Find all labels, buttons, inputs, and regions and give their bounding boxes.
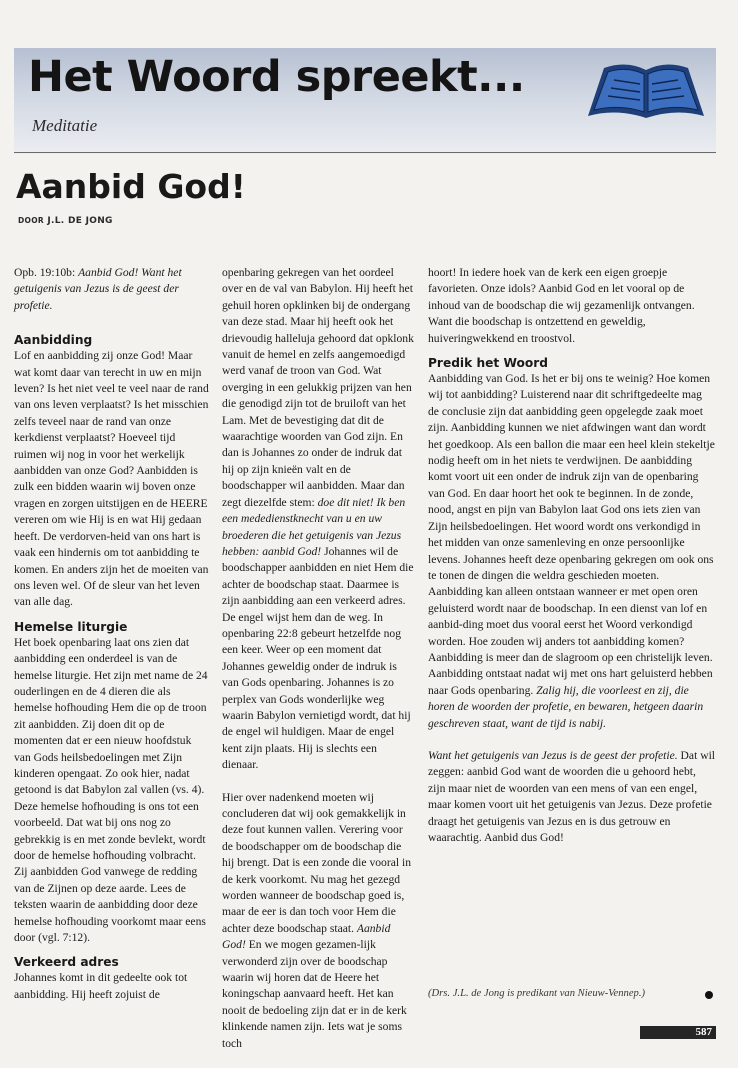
author-name: J.L. DE JONG	[47, 216, 113, 226]
page-number-bar	[640, 1026, 716, 1039]
quote-run: Aanbid God!	[222, 921, 391, 952]
paragraph	[222, 265, 414, 774]
reference-label: Opb. 19:10b:	[14, 266, 79, 279]
paragraph: Het boek openbaring laat ons zien dat aanbidding een onderdeel is van de hemelse liturgie. Het zijn met name de 24 ouderlingen en de 4 dieren die als hemelse hofhouding Hem die op de troon zit aanbidden. Zij doen dit op de momenten dat er een nieuw hoofdstuk van Gods heilsbedoelingen met Zijn kinderen opengaat. Zo ook hier, nadat getoond is dat Babylon zal vallen (vs. 4). Deze hemelse hofhouding is ons tot een voorbeeld. Dat wat bij ons nog zo gebrekkig is en met zonde bevlekt, wordt door de hemelse hofhouding volbracht. Zij aanbidden God vanwege de redding van de Zijnen op deze aarde. Lees de teksten waarin de aanbidding door deze hemelse hofhouding voorkomt maar eens door (vgl. 7:12).	[14, 635, 208, 945]
section-title: Het Woord spreekt...	[28, 52, 525, 102]
reference-quote: Aanbid God! Want het getuigenis van Jezus is de geest der profetie.	[14, 266, 182, 312]
quote-run: Zalig hij, die voorleest en zij, die horen de woorden der profetie, en bewaren, hetgeen daarin geschreven staat, want de tijd is nabij.	[428, 683, 704, 730]
paragraph	[428, 748, 715, 846]
author-credit: (Drs. J.L. de Jong is predikant van Nieuw-Vennep.)	[428, 988, 646, 999]
heading-predik-het-woord: Predik het Woord	[428, 356, 548, 371]
paragraph	[428, 371, 715, 732]
scripture-reference	[14, 265, 209, 314]
quote-run: doe dit niet! Ik ben een mededienstknecht van u en uw broederen die het getuigenis van Jezus hebben: aanbid God!	[222, 495, 406, 558]
text-column-3	[428, 265, 715, 846]
heading-hemelse-liturgie: Hemelse liturgie	[14, 619, 128, 634]
text-run: openbaring gekregen van het oordeel over en de val van Babylon. Hij heeft het gehuil horen opklinken bij de ondergang van deze stad. Maar hij heeft ook het drievoudig halleluja gehoord dat opklonk vanuit de hemel en zelfs aangemoedigd werd vanaf de troon van God. Wat overging in een gelukkig prijzen van hen die genodigd zijn tot de bruiloft van het Lam. Met de bevestiging dat dit de waarachtige woorden van God zijn. En dan is Johannes zo onder de indruk dat hij op zijn knieën valt en de boodschapper wil aanbidden. Maar dan zegt diezelfde stem:	[222, 266, 414, 509]
open-book-icon	[584, 56, 708, 122]
text-run: Aanbidding van God. Is het er bij ons te weinig? Hoe komen wij tot aanbidding? Luisterend naar dit schriftgedeelte mag de conclusie zijn dat aanbidding geen opgelegde zaak moet zijn. Aanbidding kunnen we niet afdwingen want dan wordt het goedkoop. Als een ballon die maar een heel klein stekeltje nodig heeft om in het niets te verdwijnen. De aanbidding komt voort uit een onder de indruk zijn van de openbaring van God. En daar hoort het ook te beginnen. In de zonde, nood, angst en pijn van Babylon laat God ons iets zien van Zijn heilsbedoelingen. Het woord wordt ons verkondigd in het midden van onze samenleving en onze persoonlijke levens. Johannes heeft deze openbaring gekregen om ook ons te tonen de dingen die weldra geschieden moeten. Aanbidding kan alleen ontstaan wanneer er met open oren geluisterd wordt naar de boodschap. In een dienst van lof en aanbid-ding moet dus vooral eerst het Woord verkondigd worden. Hoe zouden wij anders tot aanbidding komen? Aanbidding is meer dan de slagroom op een christelijk leven. Aanbidding ontstaat nadat wij met ons hart geluisterd hebben naar Gods openbaring.	[428, 372, 715, 697]
article-title: Aanbid God!	[16, 167, 246, 206]
paragraph: Johannes komt in dit gedeelte ook tot aanbidding. Hij heeft zojuist de	[14, 971, 188, 1001]
text-run: En we mogen gezamen-lijk verwonderd zijn over de boodschap waarin wij horen dat de Heere het koningschap aanvaard heeft. Het kan nooit de bedoeling zijn dat er in de kerk klinkende namen zijn. Iets wat je soms toch	[222, 938, 407, 1050]
paragraph: hoort! In iedere hoek van de kerk een eigen groepje favorieten. Onze idols? Aanbid God en let vooral op de inhoud van de boodschap die wij gezamenlijk ontvangen. Want die boodschap is ontzettend en geweldig, huiveringwekkend en troostvol.	[428, 266, 695, 345]
byline	[18, 216, 113, 226]
text-column-2	[222, 265, 414, 1052]
heading-verkeerd-adres: Verkeerd adres	[14, 955, 119, 970]
header-divider	[14, 152, 716, 153]
byline-prefix: DOOR	[18, 216, 44, 225]
text-run: Hier over nadenkend moeten wij concluderen dat wij ook gemakkelijk in deze fout kunnen vallen. Verering voor de boodschapper om de boodschap die hij brengt. Dat is een zonde die vooral in de kerk voorkomt. Nu mag het gezegd worden wanneer de boodschap goed is, maar de eer is dan toch voor Hem die achter deze boodschap staat.	[222, 790, 411, 935]
text-column-1	[14, 265, 209, 1003]
section-subtitle: Meditatie	[32, 116, 98, 135]
header-banner	[14, 48, 716, 154]
heading-aanbidding: Aanbidding	[14, 333, 93, 348]
end-mark-bullet-icon	[705, 991, 713, 999]
text-run: Johannes wil de boodschapper aanbidden en niet Hem die achter de boodschap staat. Daarmee is zijn aanbidding aan een verkeerd adres. De engel wijst hem dan de weg. In openbaring 22:8 gebeurt hetzelfde nog een keer. Weer op een moment dat Johannes geweldig onder de indruk is van Gods openbaring. Johannes is zo perplex van Gods wonderlijke weg waarin Babylon vernietigd wordt, dat hij de engel wil huldigen. Maar de engel kent zijn plaats. Hij is slechts een dienaar.	[222, 544, 414, 772]
quote-run: Want het getuigenis van Jezus is de geest der profetie.	[428, 748, 678, 762]
page-number: 587	[695, 1026, 712, 1038]
paragraph	[222, 790, 414, 1053]
paragraph: Lof en aanbidding zij onze God! Maar wat komt daar van terecht in uw en mijn leven? Is het niet veel te veel naar de rand van ons leven verplaatst? Is het misschien zelfs teveel naar de rand van onze kerkdienst verplaatst? Hoeveel tijd ruimen wij nog in voor het werkelijk aanbidden van onze God? Aanbidden is zulk een bidden waarin wij boven onze vragen en zorgen uitstijgen en de HEERE vereren om wie Hij is en wat Hij gedaan heeft. De verdorven-heid van ons hart is vaak een hindernis om tot aanbidding te komen. En anders zijn het de moeiten van ons leven wel. Of de sleur van het leven van alle dag.	[14, 349, 209, 609]
text-run: Dat wil zeggen: aanbid God want de woorden die u gehoord hebt, zijn maar niet de woorden van een mens of van een engel, maar komen voort uit het getuigenis van Jezus. Deze profetie draagt het getuigenis van Jezus en is dus getrouw en waarachtig. Aanbid dus God!	[428, 748, 716, 844]
